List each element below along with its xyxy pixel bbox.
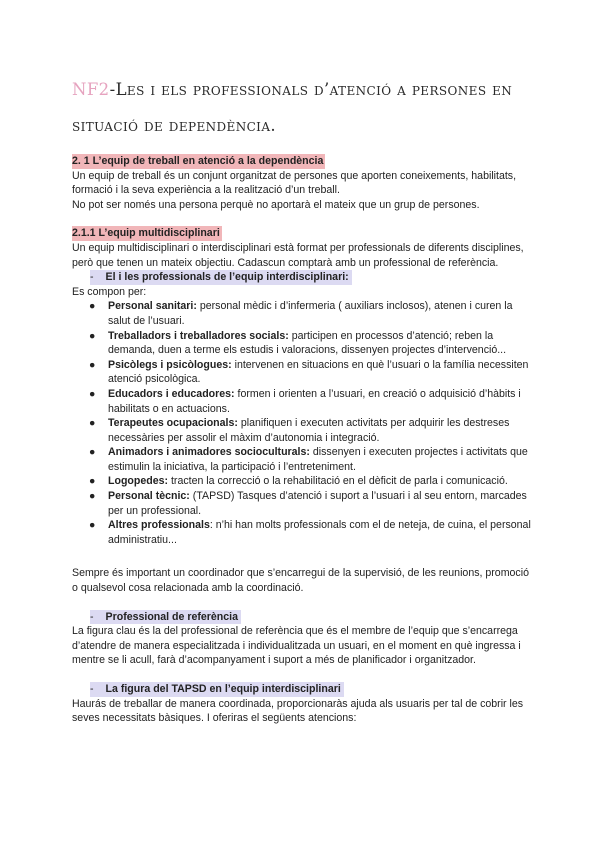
bullet-icon: ● [89,519,96,532]
section-heading-2-1: 2. 1 L’equip de treball en atenció a la dependència [72,155,324,167]
bullet-icon: ● [89,490,96,503]
professionals-list [72,299,537,547]
bullet-icon: ● [89,358,96,371]
list-item-text: formen i orienten a l’usuari, en creació o adquisició d’hàbits i habilitats o en actuacions. [108,387,521,415]
list-item-text: personal mèdic i d’infermeria ( auxiliars inclosos), atenen i curen la salut de l’usuari. [108,300,513,327]
subheading-row [90,270,537,285]
bullet-icon: ● [89,446,96,459]
list-item-term: Psicòlegs i psicòlogues: [108,358,232,371]
title-prefix: NF2 [72,80,110,99]
paragraph: La figura clau és la del professional de referència que és el membre de l’equip que s’encarrega d’atendre de manera especialitzada i individualitzada un usuari, en el moment en què ingressa i mentre se li acull, farà d’acompanyament i suport a més de planificador i organitzador. [72,625,521,667]
subheading-reference-professional [90,610,241,625]
paragraph: Es compon per: [72,285,147,298]
list-item-text: : n’hi han molts professionals com el de neteja, de cuina, el personal administratiu... [108,519,531,546]
subheading-professionals [90,270,352,285]
list-item-term: Animadors i animadores socioculturals: [108,446,310,459]
subheading-tapsd [90,682,344,697]
subheading-row [90,682,537,697]
list-item-text: (TAPSD) Tasques d’atenció i suport a l’usuari i al seu entorn, marcades per un professional. [108,490,527,517]
list-item [72,329,537,358]
paragraph: No pot ser només una persona perquè no aportarà el mateix que un grup de persones. [72,198,480,211]
dash-marker: - [90,610,94,623]
paragraph: Sempre és important un coordinador que s’encarregui de la supervisió, de les reunions, promoció o qualsevol cosa relacionada amb la coordinació. [72,567,529,595]
list-item-term: Terapeutes ocupacionals: [108,417,238,430]
list-item-term: Educadors i educadores: [108,387,235,400]
bullet-icon: ● [89,329,96,342]
bullet-icon: ● [89,387,96,400]
bullet-icon: ● [89,417,96,430]
list-item [72,358,537,387]
list-item-term: Treballadors i treballadores socials: [108,329,289,342]
list-item-term: Logopedes: [108,475,169,488]
paragraph: Un equip multidisciplinari o interdisciplinari està format per professionals de diferents disciplines, però que tenen un mateix objectiu. Cadascun comptarà amb un professional de referència. [72,241,524,269]
document-title [72,72,542,144]
list-item-text: tracten la correcció o la rehabilitació en el dèficit de parla i comunicació. [168,475,508,488]
dash-marker: - [90,683,94,695]
subheading-text: La figura del TAPSD en l’equip interdisciplinari [105,683,341,695]
list-item [72,387,537,416]
section-heading-2-1-1: 2.1.1 L’equip multidisciplinari [72,227,220,240]
list-item [72,489,537,518]
title-text: -Les i els professionals d’atenció a persones en situació de dependència. [72,80,513,135]
list-item-text: participen en processos d’atenció; reben la demanda, duen a terme els estudis i valoracions, dissenyen projectes d’intervenció... [108,329,507,357]
bullet-icon: ● [89,300,96,313]
list-item [72,445,537,474]
list-item-text: intervenen en situacions en què l’usuari o la família necessiten atenció psicològica. [108,358,529,386]
list-item [72,474,537,489]
subheading-row [90,610,537,625]
list-item [72,518,537,547]
dash-marker: - [90,271,94,284]
list-item-term: Personal tècnic: [108,490,190,503]
bullet-icon: ● [89,475,96,488]
list-item [72,299,537,328]
list-item-term: Altres professionals [108,519,210,532]
paragraph: Haurás de treballar de manera coordinada, proporcionaràs ajuda als usuaris per tal de cobrir les seves necessitats bàsiques. I oferiras el següents atencions: [72,697,524,725]
paragraph: Un equip de treball és un conjunt organitzat de persones que aporten coneixements, habilitats, formació i la seva experiència a la realització d’un treball. [72,169,517,197]
list-item [72,416,537,445]
document-body [72,154,537,726]
list-item-text: dissenyen i executen projectes i activitats que estimulin la iniciativa, la participació i l’entreteniment. [108,446,528,473]
list-item-text: planifiquen i executen activitats per adquirir les destreses necessàries per assolir el màxim d’autonomia i integració. [108,417,510,444]
subheading-text: El i les professionals de l’equip interdisciplinari: [105,271,349,284]
subheading-text: Professional de referència [105,610,239,623]
list-item-term: Personal sanitari: [108,300,197,313]
